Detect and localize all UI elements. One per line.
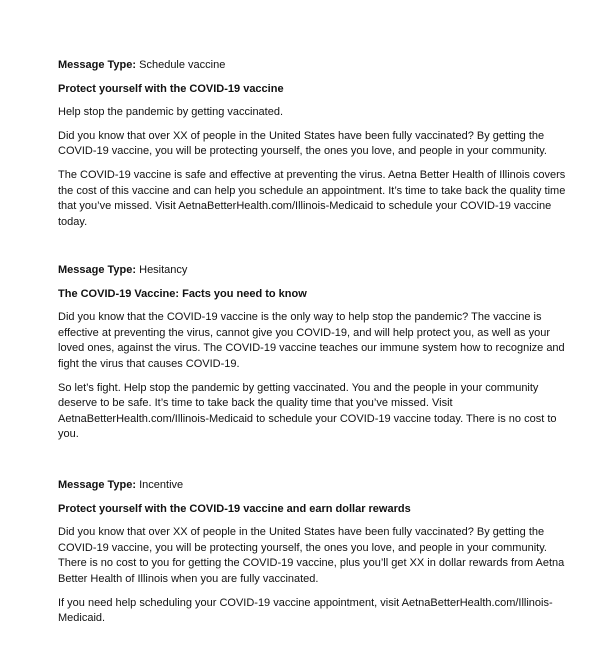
message-type-value: Hesitancy: [139, 264, 188, 276]
message-type-line: [58, 58, 567, 74]
message-heading: Protect yourself with the COVID-19 vaccine and earn dollar rewards: [58, 502, 411, 515]
message-paragraph: Did you know that over XX of people in the United States have been fully vaccinated? By getting the COVID-19 vaccine, you will be protecting yourself, the ones you love, and people in your community. There is no cost to you for getting the COVID-19 vaccine, plus you’ll get XX in dollar rewards from Aetna Better Health of Illinois when you are fully vaccinated.: [58, 526, 565, 585]
message-type-label: Message Type:: [58, 264, 137, 276]
message-type-label: Message Type:: [58, 59, 137, 71]
message-paragraph: So let’s fight. Help stop the pandemic by getting vaccinated. You and the people in your community deserve to be safe. It’s time to take back the quality time that you’ve missed. Visit AetnaBetterHealth.com/Illinois-Medicaid to schedule your COVID-19 vaccine today. There is no cost to you.: [58, 381, 557, 441]
message-type-value: Schedule vaccine: [139, 59, 226, 71]
message-section-schedule: [58, 58, 567, 238]
message-type-value: Incentive: [139, 479, 184, 491]
message-paragraph: Help stop the pandemic by getting vaccinated.: [58, 106, 284, 119]
message-paragraph: Did you know that over XX of people in the United States have been fully vaccinated? By getting the COVID-19 vaccine, you will be protecting yourself, the ones you love, and people in your community.: [58, 129, 547, 158]
message-paragraph: If you need help scheduling your COVID-19 vaccine appointment, visit AetnaBetterHealth.com/Illinois-Medicaid.: [58, 596, 553, 625]
message-paragraph: Did you know that the COVID-19 vaccine is the only way to help stop the pandemic? The vaccine is effective at preventing the virus, cannot give you COVID-19, and will help protect you, as well as your loved ones, against the virus. The COVID-19 vaccine teaches our immune system how to recognize and fight the virus that causes COVID-19.: [58, 311, 565, 370]
message-section-incentive: [58, 478, 567, 635]
message-heading: The COVID-19 Vaccine: Facts you need to know: [58, 287, 307, 300]
message-section-hesitancy: [58, 263, 567, 451]
message-type-line: [58, 263, 567, 279]
message-type-line: [58, 478, 567, 494]
message-heading: Protect yourself with the COVID-19 vaccine: [58, 82, 284, 95]
message-type-label: Message Type:: [58, 479, 137, 491]
message-paragraph: The COVID-19 vaccine is safe and effective at preventing the virus. Aetna Better Health of Illinois covers the cost of this vaccine and can help you schedule an appointment. It’s time to take back the quality time that you’ve missed. Visit AetnaBetterHealth.com/Illinois-Medicaid to schedule your COVID-19 vaccine today.: [58, 168, 566, 228]
